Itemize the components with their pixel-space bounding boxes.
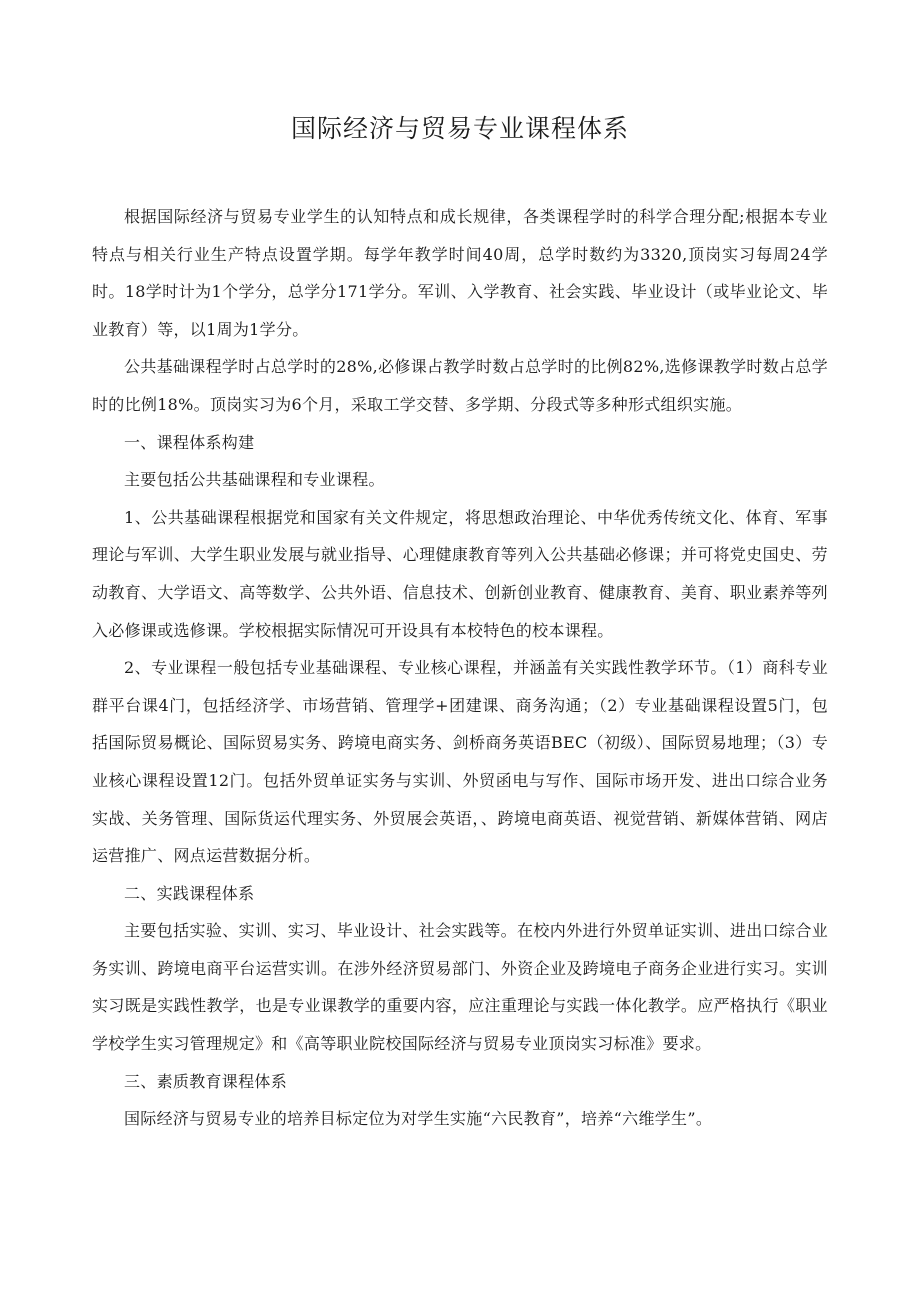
section-1-paragraph-3: 2、专业课程一般包括专业基础课程、专业核心课程，并涵盖有关实践性教学环节。（1）商科专业群平台课4门，包括经济学、市场营销、管理学+团建课、商务沟通；（2）专业基础课程设置5门，包括国际贸易概论、国际贸易实务、跨境电商实务、剑桥商务英语BEC（初级）、国际贸易地理；（3）专业核心课程设置12门。包括外贸单证实务与实训、外贸函电与写作、国际市场开发、进出口综合业务实战、关务管理、国际货运代理实务、外贸展会英语，、跨境电商英语、视觉营销、新媒体营销、网店运营推广、网点运营数据分析。 [92,658,828,866]
section-3-heading: 三、素质教育课程体系 [124,1071,288,1091]
intro-paragraph-2: 公共基础课程学时占总学时的28%,必修课占教学时数占总学时的比例82%,选修课教学时数占总学时的比例18%。顶岗实习为6个月，采取工学交替、多学期、分段式等多种形式组织实施。 [92,357,828,414]
section-2-paragraph-1: 主要包括实验、实训、实习、毕业设计、社会实践等。在校内外进行外贸单证实训、进出口综合业务实训、跨境电商平台运营实训。在涉外经济贸易部门、外资企业及跨境电子商务企业进行实习。实训实习既是实践性教学，也是专业课教学的重要内容，应注重理论与实践一体化教学。应严格执行《职业学校学生实习管理规定》和《高等职业院校国际经济与贸易专业顶岗实习标准》要求。 [92,921,828,1054]
section-1-paragraph-1: 主要包括公共基础课程和专业课程。 [124,470,385,490]
section-1-heading: 一、课程体系构建 [124,432,255,452]
document-title: 国际经济与贸易专业课程体系 [290,114,629,143]
section-3-paragraph-1: 国际经济与贸易专业的培养目标定位为对学生实施“六民教育”，培养“六维学生”。 [124,1109,713,1129]
intro-paragraph-1: 根据国际经济与贸易专业学生的认知特点和成长规律，各类课程学时的科学合理分配;根据本专业特点与相关行业生产特点设置学期。每学年教学时间40周，总学时数约为3320,顶岗实习每周24学时。18学时计为1个学分，总学分171学分。军训、入学教育、社会实践、毕业设计（或毕业论文、毕业教育）等，以1周为1学分。 [92,207,828,339]
section-2-heading: 二、实践课程体系 [124,883,255,903]
section-1-paragraph-2: 1、公共基础课程根据党和国家有关文件规定，将思想政治理论、中华优秀传统文化、体育、军事理论与军训、大学生职业发展与就业指导、心理健康教育等列入公共基础必修课；并可将党史国史、劳动教育、大学语文、高等数学、公共外语、信息技术、创新创业教育、健康教育、美育、职业素养等列入必修课或选修课。学校根据实际情况可开设具有本校特色的校本课程。 [92,507,828,640]
